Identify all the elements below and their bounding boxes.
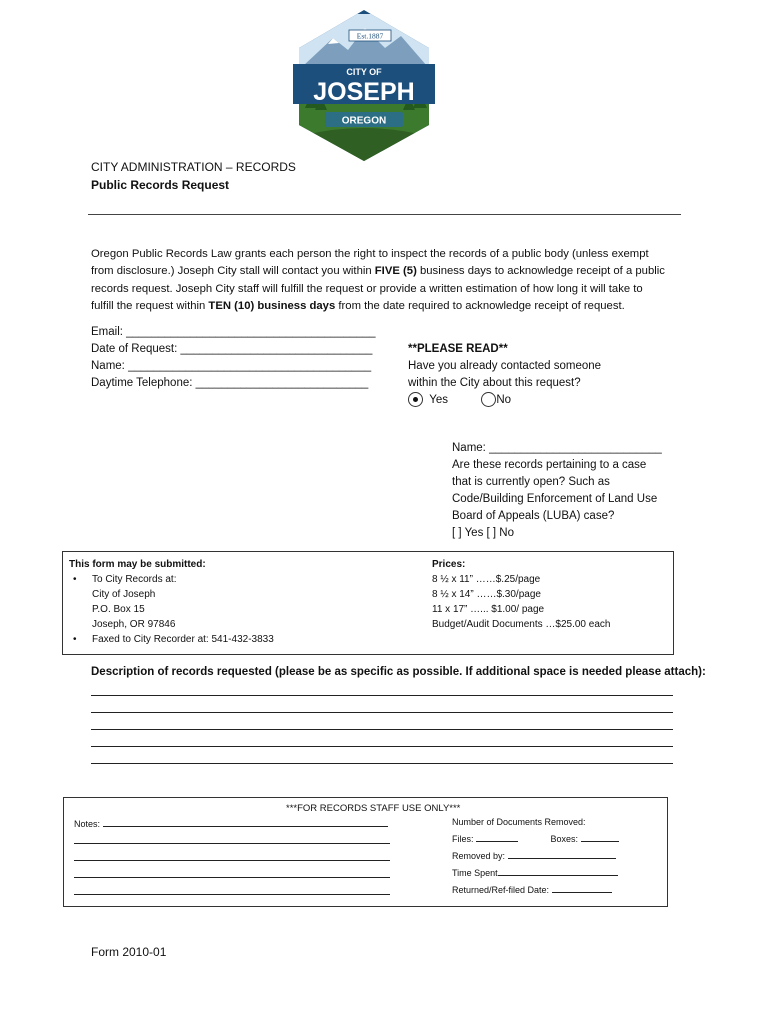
intro-line: Oregon Public Records Law grants each person the right to inspect the records of a public body (unless exempt — [91, 248, 649, 260]
contacted-radio-group — [408, 392, 511, 409]
yes-radio-label: Yes — [429, 394, 448, 406]
description-line[interactable] — [91, 763, 673, 764]
notes-line[interactable] — [103, 815, 388, 827]
description-line[interactable] — [91, 746, 673, 747]
time-spent-field[interactable] — [498, 864, 618, 876]
page-title: Public Records Request — [91, 178, 230, 192]
please-read-question: within the City about this request? — [408, 377, 581, 389]
time-spent-label: Time Spent — [452, 868, 498, 878]
please-read-question: Have you already contacted someone — [408, 360, 602, 372]
header-divider — [88, 214, 681, 215]
case-question-line: Code/Building Enforcement of Land Use — [452, 493, 658, 505]
price-item: Budget/Audit Documents …$25.00 each — [432, 619, 611, 630]
notes-line[interactable] — [74, 866, 390, 878]
city-of-joseph-logo — [293, 8, 435, 163]
notes-line[interactable] — [74, 849, 390, 861]
price-item: 8 ½ x 14” ……$.30/page — [432, 589, 541, 600]
documents-removed — [452, 815, 619, 898]
case-name-field[interactable]: Name: ___________________________ — [452, 442, 662, 454]
notes-line[interactable] — [74, 832, 390, 844]
logo-city-of: CITY OF — [346, 67, 382, 77]
boxes-field[interactable] — [581, 830, 619, 842]
returned-date-field[interactable] — [552, 881, 612, 893]
case-yes-no-checkboxes[interactable]: [ ] Yes [ ] No — [452, 527, 515, 539]
please-read-title: **PLEASE READ** — [408, 343, 508, 355]
docs-removed-label: Number of Documents Removed: — [452, 817, 586, 827]
notes-label: Notes: — [74, 819, 101, 829]
daytime-telephone-field[interactable]: Daytime Telephone: ___________________________ — [91, 377, 369, 389]
intro-line: records request. Joseph City staff will fulfill the request or provide a written estimation of how long it will take to — [91, 282, 643, 295]
logo-name: JOSEPH — [313, 78, 415, 106]
address-line: P.O. Box 15 — [92, 604, 145, 615]
notes-line[interactable] — [74, 883, 390, 895]
department-heading: CITY ADMINISTRATION – RECORDS — [91, 160, 296, 174]
logo-state: OREGON — [341, 115, 387, 127]
files-field[interactable] — [476, 830, 518, 842]
files-label: Files: — [452, 834, 474, 844]
removed-by-field[interactable] — [508, 847, 616, 859]
address-line: City of Joseph — [92, 589, 156, 600]
price-item: 8 ½ x 11” ……$.25/page — [432, 574, 541, 585]
please-read-notice — [408, 341, 601, 392]
description-line[interactable] — [91, 729, 673, 730]
submission-methods — [69, 557, 274, 647]
date-of-request-field[interactable]: Date of Request: ______________________________ — [91, 343, 373, 355]
description-label: Description of records requested (please be as specific as possible. If additional space is needed please attach): — [91, 666, 706, 678]
price-item: 11 x 17” …... $1.00/ page — [432, 604, 545, 615]
case-question-line: Board of Appeals (LUBA) case? — [452, 510, 615, 522]
address-line: Joseph, OR 97846 — [92, 619, 176, 630]
removed-by-label: Removed by: — [452, 851, 506, 861]
yes-radio[interactable] — [408, 392, 423, 407]
staff-notes — [74, 815, 390, 900]
returned-label: Returned/Ref-filed Date: — [452, 885, 550, 895]
logo-established: Est.1887 — [356, 31, 384, 41]
form-number: Form 2010-01 — [91, 945, 167, 959]
name-field[interactable]: Name: ______________________________________ — [91, 360, 372, 372]
prices-title: Prices: — [432, 559, 466, 570]
intro-paragraph — [91, 246, 691, 315]
case-question-line: Are these records pertaining to a case — [452, 459, 647, 471]
intro-line: from disclosure.) Joseph City stall will contact you within FIVE (5) business days to acknowledge receipt of a public — [91, 265, 665, 278]
price-list — [432, 557, 610, 632]
submission-fax-item: • Faxed to City Recorder at: 541-432-3833 — [69, 632, 274, 647]
submission-title: This form may be submitted: — [69, 559, 206, 570]
case-question-line: that is currently open? Such as — [452, 476, 610, 488]
submission-mail-item: • To City Records at: City of Joseph P.O. Box 15 Joseph, OR 97846 — [69, 572, 274, 632]
open-case-question — [452, 440, 662, 542]
boxes-label: Boxes: — [550, 834, 579, 844]
description-line[interactable] — [91, 712, 673, 713]
description-line[interactable] — [91, 695, 673, 696]
intro-line: fulfill the request within TEN (10) business days from the date required to acknowledge receipt of request. — [91, 299, 625, 312]
email-field[interactable]: Email: _______________________________________ — [91, 326, 376, 338]
no-radio-label: No — [496, 394, 512, 406]
contact-fields — [91, 324, 376, 392]
no-radio[interactable] — [481, 392, 496, 407]
staff-use-title: ***FOR RECORDS STAFF USE ONLY*** — [286, 803, 461, 814]
